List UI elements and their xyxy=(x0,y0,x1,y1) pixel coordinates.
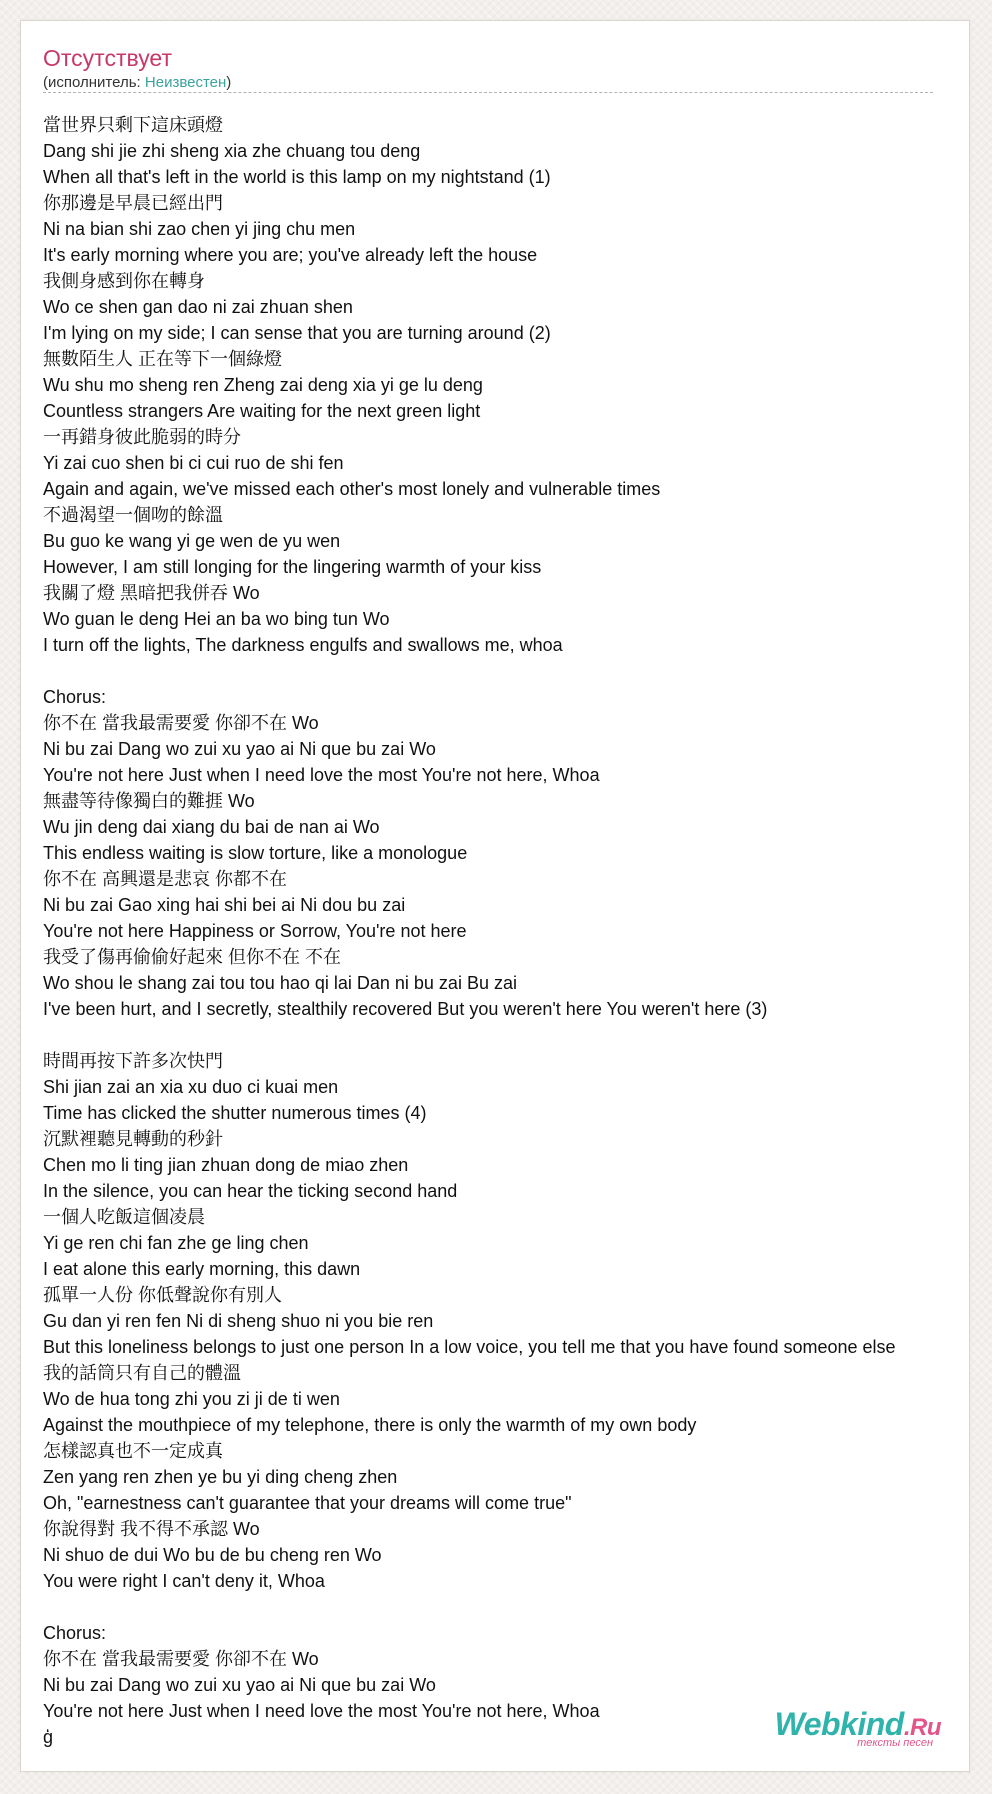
lyric-line: I've been hurt, and I secretly, stealthily recovered But you weren't here You weren't here (3) xyxy=(43,999,768,1019)
lyric-line: 你說得對 我不得不承認 Wo xyxy=(43,1519,260,1539)
lyric-line: Chorus: xyxy=(43,687,107,707)
lyric-line: You're not here Just when I need love the most You're not here, Whoa xyxy=(43,1701,600,1721)
lyric-line: I eat alone this early morning, this dawn xyxy=(43,1259,361,1279)
lyric-line: 沉默裡聽見轉動的秒針 xyxy=(43,1129,223,1149)
lyric-line: Ni bu zai Dang wo zui xu yao ai Ni que bu zai Wo xyxy=(43,1675,436,1695)
lyric-line: Again and again, we've missed each other's most lonely and vulnerable times xyxy=(43,479,661,499)
site-logo[interactable] xyxy=(775,1706,941,1749)
lyric-line: Ni shuo de dui Wo bu de bu cheng ren Wo xyxy=(43,1545,382,1565)
lyric-line: 不過渴望一個吻的餘溫 xyxy=(43,505,223,525)
performer-label: исполнитель: xyxy=(48,74,141,91)
lyric-line: You're not here Happiness or Sorrow, You're not here xyxy=(43,921,467,941)
lyric-line: Dang shi jie zhi sheng xia zhe chuang tou deng xyxy=(43,141,421,161)
lyrics-body xyxy=(43,112,992,1750)
lyric-line: Chen mo li ting jian zhuan dong de miao zhen xyxy=(43,1155,409,1175)
lyric-line: This endless waiting is slow torture, like a monologue xyxy=(43,843,468,863)
lyric-line: Wo de hua tong zhi you zi ji de ti wen xyxy=(43,1389,340,1409)
lyric-line: Time has clicked the shutter numerous times (4) xyxy=(43,1103,427,1123)
lyric-line: Chorus: xyxy=(43,1623,107,1643)
performer-line: (исполнитель: Неизвестен) xyxy=(43,74,232,91)
lyric-line: Wo shou le shang zai tou tou hao qi lai Dan ni bu zai Bu zai xyxy=(43,973,517,993)
lyric-line: 無數陌生人 正在等下一個綠燈 xyxy=(43,349,282,369)
lyric-line: However, I am still longing for the lingering warmth of your kiss xyxy=(43,557,542,577)
lyric-line: 我側身感到你在轉身 xyxy=(43,271,205,291)
lyric-line: 一個人吃飯這個凌晨 xyxy=(43,1207,205,1227)
lyric-line: Bu guo ke wang yi ge wen de yu wen xyxy=(43,531,341,551)
lyric-line: Ni bu zai Gao xing hai shi bei ai Ni dou bu zai xyxy=(43,895,406,915)
lyric-line: Yi zai cuo shen bi ci cui ruo de shi fen xyxy=(43,453,344,473)
lyric-line: 你不在 當我最需要愛 你卻不在 Wo xyxy=(43,1649,319,1669)
lyric-line: Against the mouthpiece of my telephone, there is only the warmth of my own body xyxy=(43,1415,697,1435)
lyric-line: 你不在 高興還是悲哀 你都不在 xyxy=(43,869,288,889)
lyric-line: Wo ce shen gan dao ni zai zhuan shen xyxy=(43,297,353,317)
lyric-line: But this loneliness belongs to just one person In a low voice, you tell me that you have found someone else xyxy=(43,1337,896,1357)
artist-link[interactable]: Неизвестен xyxy=(144,74,227,91)
lyric-line: Wu jin deng dai xiang du bai de nan ai Wo xyxy=(43,817,380,837)
logo-tagline: тексты песен xyxy=(857,1737,933,1749)
lyric-line: Wu shu mo sheng ren Zheng zai deng xia yi ge lu deng xyxy=(43,375,483,395)
lyric-line: 怎樣認真也不一定成真 xyxy=(43,1441,223,1461)
lyric-blank-line xyxy=(43,1022,992,1048)
lyric-line: 當世界只剩下這床頭燈 xyxy=(43,115,223,135)
lyric-line: It's early morning where you are; you've already left the house xyxy=(43,245,538,265)
lyric-line: 我關了燈 黑暗把我併吞 Wo xyxy=(43,583,260,603)
lyric-line: I turn off the lights, The darkness engulfs and swallows me, whoa xyxy=(43,635,563,655)
lyric-line: ģ xyxy=(43,1727,54,1747)
logo-domain: .Ru xyxy=(903,1714,941,1741)
lyric-line: Gu dan yi ren fen Ni di sheng shuo ni you bie ren xyxy=(43,1311,434,1331)
lyric-line: 無盡等待像獨白的難捱 Wo xyxy=(43,791,255,811)
lyric-line: 你不在 當我最需要愛 你卻不在 Wo xyxy=(43,713,319,733)
lyric-line: 孤單一人份 你低聲說你有別人 xyxy=(43,1285,282,1305)
lyric-line: 我的話筒只有自己的體溫 xyxy=(43,1363,241,1383)
logo-brand: Webkind xyxy=(774,1706,904,1742)
lyric-line: In the silence, you can hear the ticking second hand xyxy=(43,1181,458,1201)
lyric-line: Yi ge ren chi fan zhe ge ling chen xyxy=(43,1233,309,1253)
lyrics-card xyxy=(20,20,970,1772)
song-title: Отсутствует xyxy=(43,45,172,71)
lyric-blank-line xyxy=(43,1594,992,1620)
lyric-line: When all that's left in the world is this lamp on my nightstand (1) xyxy=(43,167,551,187)
lyric-line: You're not here Just when I need love the most You're not here, Whoa xyxy=(43,765,600,785)
lyric-line: You were right I can't deny it, Whoa xyxy=(43,1571,325,1591)
lyric-line: Shi jian zai an xia xu duo ci kuai men xyxy=(43,1077,339,1097)
lyric-line: 時間再按下許多次快門 xyxy=(43,1051,223,1071)
lyric-line: 你那邊是早晨已經出門 xyxy=(43,193,223,213)
lyric-line: Countless strangers Are waiting for the next green light xyxy=(43,401,481,421)
lyric-line: Ni bu zai Dang wo zui xu yao ai Ni que bu zai Wo xyxy=(43,739,436,759)
lyric-line: Wo guan le deng Hei an ba wo bing tun Wo xyxy=(43,609,390,629)
lyric-line: Oh, "earnestness can't guarantee that your dreams will come true" xyxy=(43,1493,572,1513)
lyric-blank-line xyxy=(43,658,992,684)
lyric-line: Zen yang ren zhen ye bu yi ding cheng zhen xyxy=(43,1467,398,1487)
lyric-line: I'm lying on my side; I can sense that you are turning around (2) xyxy=(43,323,551,343)
lyric-line: 我受了傷再偷偷好起來 但你不在 不在 xyxy=(43,947,342,967)
header-divider xyxy=(43,92,933,93)
lyric-line: 一再錯身彼此脆弱的時分 xyxy=(43,427,241,447)
lyric-line: Ni na bian shi zao chen yi jing chu men xyxy=(43,219,356,239)
